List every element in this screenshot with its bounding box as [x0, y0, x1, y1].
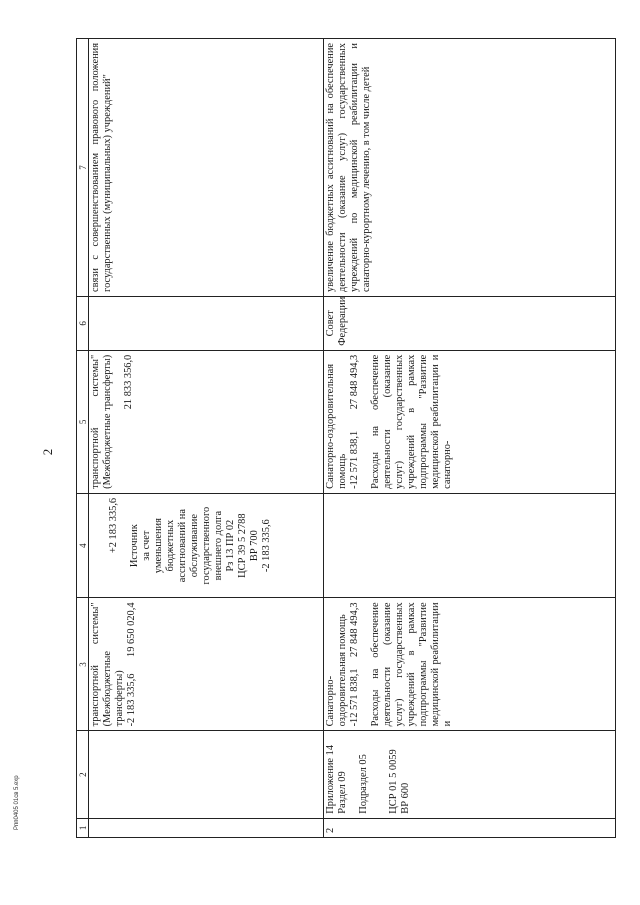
row-a-col1 [89, 818, 324, 837]
row-b-col6: Совет Федерации [324, 296, 616, 350]
table-row [324, 39, 616, 838]
row-b-col3 [324, 598, 616, 731]
row-b-col5-amounts [349, 355, 361, 489]
source-line: за счет [141, 530, 153, 561]
row-a-col3-left: -2 183 335,6 [126, 673, 138, 727]
row-b-col3-text: Расходы на обеспечение деятельности (оказание услуг) государственных учреждений в рамках подпрограммы "Развитие медицинской реабилитации и [370, 602, 454, 727]
row-b-col5-left: -12 571 838,1 [349, 430, 361, 489]
row-a-col3-amounts [126, 602, 138, 726]
row-b-col2-line: ВР 600 [400, 782, 412, 814]
column-header-1: 1 [77, 818, 89, 837]
row-b-col3-left: -12 571 838,1 [349, 668, 361, 727]
row-b-col3-title: Санаторно-оздоровительная помощь [325, 614, 349, 727]
row-b-col3-amounts [349, 602, 361, 726]
column-header-7: 7 [77, 39, 89, 297]
row-b-col2-line: Приложение 14 [325, 744, 337, 814]
row-a-col5-right: 21 833 356,0 [123, 354, 135, 410]
row-a-col3 [89, 598, 324, 731]
row-a-col6 [89, 296, 324, 350]
source-line: -2 183 335,6 [261, 519, 273, 573]
row-b-col5 [324, 350, 616, 493]
row-b-col4 [324, 493, 616, 598]
column-header-3: 3 [77, 598, 89, 731]
header-row [77, 39, 89, 838]
row-a-col7: связи с совершенствованием правового положения государственных (муниципальных) учреждений" [89, 39, 324, 297]
source-line: Источник [129, 524, 141, 568]
row-a-col2 [89, 731, 324, 818]
amendments-table [76, 38, 616, 838]
row-b-col5-title: Санаторно-оздоровительная помощь [325, 363, 349, 489]
column-header-4: 4 [77, 493, 89, 598]
source-line: ВР 700 [249, 530, 261, 562]
source-line: бюджетных [165, 519, 177, 572]
source-line: обслуживание [189, 514, 201, 578]
source-line: ассигнований на [177, 509, 189, 583]
row-a-col3-right: 19 650 020,4 [126, 602, 138, 657]
source-line: уменьшения [153, 518, 165, 574]
row-b-col1: 2 [324, 818, 616, 837]
row-b-col3-right: 27 848 494,3 [349, 602, 361, 657]
rotated-table-wrapper [76, 38, 616, 838]
row-b-col2-line: Подраздел 05 [358, 754, 370, 814]
source-line: Рз 13 ПР 02 [225, 519, 237, 572]
row-a-col4 [89, 493, 324, 598]
row-a-col5-text: транспортной системы" (Межбюджетные трансферты) [90, 354, 114, 489]
page-number: 2 [40, 448, 55, 456]
row-a-col5 [89, 350, 324, 493]
row-b-col2-line: ЦСР 01 5 0059 [388, 749, 400, 814]
row-a-col4-source [129, 498, 273, 594]
row-a-col3-text: транспортной системы" (Межбюджетные трансферты) [90, 602, 126, 727]
row-b-col5-text: Расходы на обеспечение деятельности (оказание услуг) государственных учреждений в рамках подпрограммы "Развитие медицинской реабилитации и санаторно- [370, 354, 454, 489]
source-line: внешнего долга [213, 510, 225, 581]
column-header-5: 5 [77, 350, 89, 493]
footer-code: Рпп0405 01св 5.ехр [14, 775, 20, 830]
row-b-col7: увеличение бюджетных ассигнований на обеспечение деятельности (оказание услуг) государственных учреждений по медицинской реабилитации и санаторно-курортному лечению, в том числе детей [324, 39, 616, 297]
source-line: государственного [201, 506, 213, 585]
row-b-col2-line: Раздел 09 [337, 771, 349, 814]
row-a-col4-amount: +2 183 335,6 [108, 497, 120, 554]
row-b-col5-right: 27 848 494,3 [349, 354, 361, 410]
source-line: ЦСР 39 5 2788 [237, 513, 249, 578]
column-header-2: 2 [77, 731, 89, 818]
column-header-6: 6 [77, 296, 89, 350]
table-row [89, 39, 324, 838]
row-b-col2 [324, 731, 616, 818]
